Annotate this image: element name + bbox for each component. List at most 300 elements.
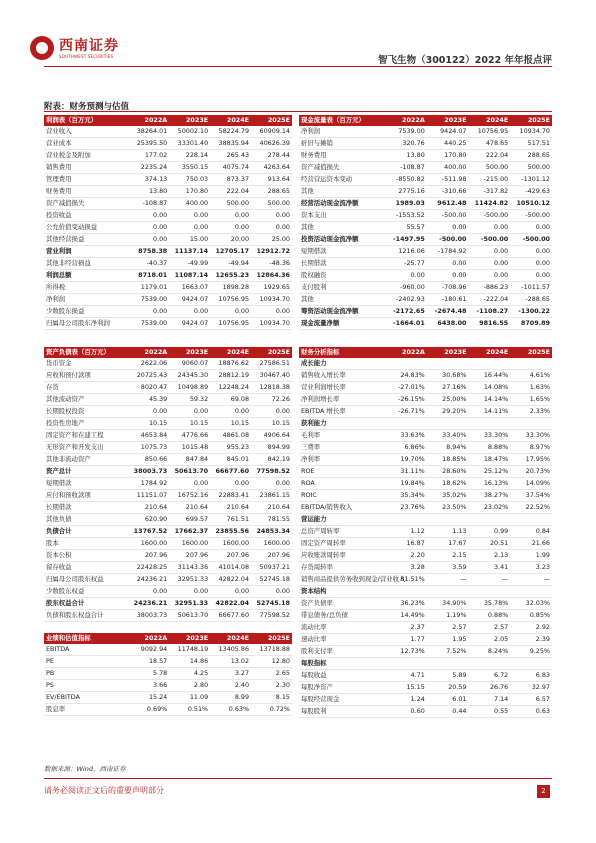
row-value: 3.27 xyxy=(210,668,251,680)
row-value: 21.66 xyxy=(510,538,552,550)
row-value: 1179.01 xyxy=(128,282,169,294)
table-row xyxy=(299,526,552,538)
row-value xyxy=(427,586,469,598)
row-label: 应收和预付款项 xyxy=(44,370,128,382)
row-value: 517.51 xyxy=(510,138,552,150)
row-value: 2.37 xyxy=(385,622,427,634)
row-value: 4653.84 xyxy=(128,430,169,442)
row-label: 资产负债率 xyxy=(299,598,385,610)
row-label: 公允价值变动损益 xyxy=(44,222,128,234)
row-value: 2622.06 xyxy=(128,358,169,370)
row-label: 资产减值损失 xyxy=(299,162,385,174)
row-label: 投资性房地产 xyxy=(44,418,128,430)
row-value: 0.51% xyxy=(169,704,210,716)
row-value: 0.00 xyxy=(128,586,169,598)
table-row xyxy=(44,394,292,406)
table-row xyxy=(44,382,292,394)
row-value: 222.04 xyxy=(469,150,511,162)
row-label: 固定资产和在建工程 xyxy=(44,430,128,442)
row-value: 0.00 xyxy=(169,586,210,598)
row-value: 1075.73 xyxy=(128,442,169,454)
row-value: -25.77 xyxy=(385,258,427,270)
row-value: 0.00 xyxy=(469,270,511,282)
row-value: -500.00 xyxy=(510,234,552,246)
table-row xyxy=(299,318,552,330)
logo-name-en: SOUTHWEST SECURITIES xyxy=(59,53,114,59)
row-value: 1.77 xyxy=(385,634,427,646)
row-label: 资本公积 xyxy=(44,550,128,562)
row-value: 0.00 xyxy=(469,246,511,258)
row-value: -1664.01 xyxy=(385,318,427,330)
row-value: -40.37 xyxy=(128,258,169,270)
row-value: 1.19% xyxy=(427,610,469,622)
row-value: -2402.93 xyxy=(385,294,427,306)
table-row xyxy=(299,382,552,394)
row-value: 7.52% xyxy=(427,646,469,658)
row-value: -1553.52 xyxy=(385,210,427,222)
row-value: 0.55 xyxy=(469,706,511,718)
table-title: 利润表（百万元） xyxy=(44,115,128,126)
table-row xyxy=(299,138,552,150)
row-value: -1784.92 xyxy=(427,246,469,258)
row-value: 761.51 xyxy=(210,514,251,526)
report-title: 智飞生物（300122）2022 年年报点评 xyxy=(378,55,552,66)
row-value: 8718.01 xyxy=(128,270,169,282)
row-value: 38835.94 xyxy=(210,138,251,150)
row-value: 11.09 xyxy=(169,692,210,704)
table-row xyxy=(44,150,292,162)
table-title: 财务分析指标 xyxy=(299,347,385,358)
row-value: -708.96 xyxy=(427,282,469,294)
row-label: ROE xyxy=(299,466,385,478)
year-header: 2022A xyxy=(385,347,427,358)
row-label: 每股股利 xyxy=(299,706,385,718)
row-label: EV/EBITDA xyxy=(44,692,128,704)
row-label: 存货 xyxy=(44,382,128,394)
row-value: 7539.00 xyxy=(128,294,169,306)
row-value xyxy=(469,514,511,526)
row-value: 41014.08 xyxy=(210,562,251,574)
row-value: 1.65% xyxy=(510,394,552,406)
row-value: 28.60% xyxy=(427,466,469,478)
row-value: 0.85% xyxy=(510,610,552,622)
row-value: -500.00 xyxy=(510,210,552,222)
row-label: 股本 xyxy=(44,538,128,550)
row-label: PB xyxy=(44,668,128,680)
row-label: 营业收入 xyxy=(44,126,128,138)
row-value xyxy=(510,514,552,526)
table-row xyxy=(44,656,292,668)
table-row xyxy=(299,466,552,478)
row-value: 500.00 xyxy=(469,162,511,174)
row-value: 2.57 xyxy=(427,622,469,634)
row-value xyxy=(469,586,511,598)
row-value: -500.00 xyxy=(427,210,469,222)
row-value xyxy=(510,418,552,430)
table-row xyxy=(299,210,552,222)
year-header: 2025E xyxy=(251,347,292,358)
footer-divider xyxy=(44,778,552,779)
row-label: 其他非流动资产 xyxy=(44,454,128,466)
table-row xyxy=(44,282,292,294)
row-value: 23.50% xyxy=(427,502,469,514)
row-label: 营业利润 xyxy=(44,246,128,258)
row-value: 5.78 xyxy=(128,668,169,680)
row-value: 1784.92 xyxy=(128,478,169,490)
table-row xyxy=(299,222,552,234)
row-value: 13.80 xyxy=(385,150,427,162)
table-row xyxy=(44,526,292,538)
row-label: PE xyxy=(44,656,128,668)
table-row xyxy=(44,370,292,382)
row-value: -108.87 xyxy=(128,198,169,210)
row-value: 2.57 xyxy=(469,622,511,634)
table-title: 业绩和估值指标 xyxy=(44,633,128,644)
row-value: 2.39 xyxy=(510,634,552,646)
year-header: 2023E xyxy=(169,347,210,358)
row-value: -49.99 xyxy=(169,258,210,270)
row-value: 2775.16 xyxy=(385,186,427,198)
row-value: 9092.94 xyxy=(128,644,169,656)
balance-sheet-table xyxy=(44,347,292,622)
row-value: 3.28 xyxy=(385,562,427,574)
row-label: 营业税金及附加 xyxy=(44,150,128,162)
row-value: 16.44% xyxy=(469,370,511,382)
table-row xyxy=(299,162,552,174)
row-value: 27.16% xyxy=(427,382,469,394)
row-value: 45.39 xyxy=(128,394,169,406)
table-row xyxy=(44,598,292,610)
row-value: -429.63 xyxy=(510,186,552,198)
row-value: 24236.21 xyxy=(128,574,169,586)
row-label: 负债和股东权益合计 xyxy=(44,610,128,622)
row-value: 0.00 xyxy=(210,306,251,318)
row-value: 52745.18 xyxy=(251,574,292,586)
row-value: 1600.00 xyxy=(169,538,210,550)
row-value: 207.96 xyxy=(128,550,169,562)
row-label: 短期借款 xyxy=(44,478,128,490)
row-value: 1663.07 xyxy=(169,282,210,294)
row-value: -8550.82 xyxy=(385,174,427,186)
row-value: 34.90% xyxy=(427,598,469,610)
table-row xyxy=(299,562,552,574)
row-value: 2.20 xyxy=(385,550,427,562)
year-header: 2024E xyxy=(210,115,251,126)
row-value: 58224.79 xyxy=(210,126,251,138)
row-value: 3.23 xyxy=(510,562,552,574)
row-value: 0.00 xyxy=(251,210,292,222)
table-row xyxy=(299,126,552,138)
row-value: 7.14 xyxy=(469,694,511,706)
row-label: EBITDA 增长率 xyxy=(299,406,385,418)
row-value: 35.34% xyxy=(385,490,427,502)
row-value: 400.00 xyxy=(427,162,469,174)
row-value: 1.63% xyxy=(510,382,552,394)
row-value: 0.63% xyxy=(210,704,251,716)
row-value: 222.04 xyxy=(210,186,251,198)
table-row xyxy=(299,234,552,246)
row-value: 873.37 xyxy=(210,174,251,186)
table-row xyxy=(44,442,292,454)
row-value: 11748.19 xyxy=(169,644,210,656)
row-label: 速动比率 xyxy=(299,634,385,646)
row-label: ROA xyxy=(299,478,385,490)
row-value: 22428.25 xyxy=(128,562,169,574)
row-label: 获利能力 xyxy=(299,418,385,430)
income-statement-table xyxy=(44,115,292,330)
row-label: 每股经营现金 xyxy=(299,694,385,706)
row-value: 12818.38 xyxy=(251,382,292,394)
row-label: 财务费用 xyxy=(44,186,128,198)
row-label: 带息债务/总负债 xyxy=(299,610,385,622)
row-label: 每股净资产 xyxy=(299,682,385,694)
row-value: 0.00 xyxy=(251,306,292,318)
row-value: 15.24 xyxy=(128,692,169,704)
row-value: 8.94% xyxy=(427,442,469,454)
row-value: 18.85% xyxy=(427,454,469,466)
valuation-table xyxy=(44,633,292,716)
row-value: 35.02% xyxy=(427,490,469,502)
row-value: 10756.95 xyxy=(210,294,251,306)
row-label: 经营营运资本变动 xyxy=(299,174,385,186)
row-value xyxy=(427,514,469,526)
row-value: 6.57 xyxy=(510,694,552,706)
table-row xyxy=(299,150,552,162)
row-value: 0.00 xyxy=(169,478,210,490)
row-value: -26.15% xyxy=(385,394,427,406)
row-value: 6.83 xyxy=(510,670,552,682)
row-value: 1.95 xyxy=(427,634,469,646)
row-value: -215.00 xyxy=(469,174,511,186)
year-header: 2023E xyxy=(169,115,210,126)
row-value xyxy=(469,358,511,370)
table-row xyxy=(44,668,292,680)
table-title: 现金流量表（百万元） xyxy=(299,115,385,126)
row-value: 0.00 xyxy=(169,406,210,418)
row-value xyxy=(385,358,427,370)
row-label: 销售商品提供劳务收到现金/营业收入 xyxy=(299,574,385,586)
row-label: 股权融资 xyxy=(299,270,385,282)
row-value: 23861.15 xyxy=(251,490,292,502)
row-value: 10756.95 xyxy=(210,318,251,330)
table-row xyxy=(299,246,552,258)
table-row xyxy=(299,694,552,706)
row-value xyxy=(510,586,552,598)
table-title: 资产负债表（百万元） xyxy=(44,347,128,358)
row-value: 2.30 xyxy=(251,680,292,692)
row-value: 955.23 xyxy=(210,442,251,454)
footer-disclaimer: 请务必阅读正文后的重要声明部分 xyxy=(44,786,164,795)
row-value xyxy=(469,658,511,670)
row-value: -960.00 xyxy=(385,282,427,294)
table-row xyxy=(44,126,292,138)
row-value: 13.80 xyxy=(128,186,169,198)
row-value: 210.64 xyxy=(251,502,292,514)
row-value: 13718.88 xyxy=(251,644,292,656)
year-header: 2022A xyxy=(128,115,169,126)
row-value: 9060.07 xyxy=(169,358,210,370)
table-row xyxy=(44,562,292,574)
row-value: -2674.48 xyxy=(427,306,469,318)
table-row xyxy=(44,680,292,692)
row-value: 0.00 xyxy=(469,258,511,270)
row-value: 4075.74 xyxy=(210,162,251,174)
table-row xyxy=(299,406,552,418)
row-label: 长期借款 xyxy=(44,502,128,514)
row-value: 10.15 xyxy=(128,418,169,430)
row-value: — xyxy=(510,574,552,586)
row-value: 8020.47 xyxy=(128,382,169,394)
row-value: 500.00 xyxy=(210,198,251,210)
row-value: 0.00 xyxy=(169,210,210,222)
table-row xyxy=(44,270,292,282)
row-label: 短期借款 xyxy=(299,246,385,258)
row-value: 750.03 xyxy=(169,174,210,186)
table-row xyxy=(299,394,552,406)
row-value: 12705.17 xyxy=(210,246,251,258)
row-value: 0.00 xyxy=(427,222,469,234)
row-value: 2.33% xyxy=(510,406,552,418)
row-value: 17.95% xyxy=(510,454,552,466)
row-value: -48.36 xyxy=(251,258,292,270)
financial-ratios-table xyxy=(299,347,552,718)
row-value: 4861.08 xyxy=(210,430,251,442)
row-value: 500.00 xyxy=(510,162,552,174)
row-value: 27586.51 xyxy=(251,358,292,370)
row-value: 50002.10 xyxy=(169,126,210,138)
row-value: 17.67 xyxy=(427,538,469,550)
row-label: 管理费用 xyxy=(44,174,128,186)
row-value: 25.00 xyxy=(251,234,292,246)
row-value: 8.88% xyxy=(469,442,511,454)
row-value: 14.09% xyxy=(510,478,552,490)
table-row xyxy=(299,490,552,502)
row-value: -26.71% xyxy=(385,406,427,418)
row-value: 2.15 xyxy=(427,550,469,562)
row-value: 33.40% xyxy=(427,430,469,442)
row-value: 210.64 xyxy=(210,502,251,514)
row-value: 7539.00 xyxy=(128,318,169,330)
row-value: 1.24 xyxy=(385,694,427,706)
row-value: 1600.00 xyxy=(128,538,169,550)
table-row xyxy=(299,538,552,550)
table-row xyxy=(299,682,552,694)
table-row xyxy=(299,258,552,270)
row-value: 0.00 xyxy=(169,222,210,234)
row-label: 固定资产周转率 xyxy=(299,538,385,550)
row-label: 资产总计 xyxy=(44,466,128,478)
row-value: 1929.65 xyxy=(251,282,292,294)
row-value: 14.11% xyxy=(469,406,511,418)
table-row xyxy=(299,174,552,186)
row-value: 4263.64 xyxy=(251,162,292,174)
row-value: 77598.52 xyxy=(251,466,292,478)
table-row xyxy=(299,186,552,198)
table-row xyxy=(299,610,552,622)
table-row xyxy=(44,692,292,704)
row-value: 699.57 xyxy=(169,514,210,526)
row-value: 42822.04 xyxy=(210,574,251,586)
row-value: 2.13 xyxy=(469,550,511,562)
row-value: 3.41 xyxy=(469,562,511,574)
row-label: 利润总额 xyxy=(44,270,128,282)
row-value: 10934.70 xyxy=(251,318,292,330)
row-value: 50937.21 xyxy=(251,562,292,574)
table-row xyxy=(44,174,292,186)
row-value: 11151.07 xyxy=(128,490,169,502)
table-row xyxy=(299,198,552,210)
table-row xyxy=(44,318,292,330)
row-value xyxy=(510,358,552,370)
row-value: 8758.38 xyxy=(128,246,169,258)
row-value: 6.01 xyxy=(427,694,469,706)
row-value xyxy=(427,418,469,430)
row-value: 13405.86 xyxy=(210,644,251,656)
table-row xyxy=(44,490,292,502)
row-value xyxy=(510,658,552,670)
row-value: 22883.41 xyxy=(210,490,251,502)
row-value: 33.63% xyxy=(385,430,427,442)
row-label: 折旧与摊销 xyxy=(299,138,385,150)
table-row xyxy=(44,222,292,234)
table-row xyxy=(299,502,552,514)
row-value: 33.30% xyxy=(469,430,511,442)
row-value: 0.00 xyxy=(128,222,169,234)
row-value: 0.00 xyxy=(128,234,169,246)
row-value: 13.02 xyxy=(210,656,251,668)
row-label: 资产减值损失 xyxy=(44,198,128,210)
row-value: 320.76 xyxy=(385,138,427,150)
row-value: 33301.40 xyxy=(169,138,210,150)
row-value: 12248.24 xyxy=(210,382,251,394)
row-value: 23855.56 xyxy=(210,526,251,538)
row-label: 货币资金 xyxy=(44,358,128,370)
table-row xyxy=(44,644,292,656)
row-value: 2.05 xyxy=(469,634,511,646)
row-value: 32951.33 xyxy=(169,598,210,610)
row-value xyxy=(427,358,469,370)
row-value: 0.72% xyxy=(251,704,292,716)
row-value: 1600.00 xyxy=(251,538,292,550)
row-value: 14.08% xyxy=(469,382,511,394)
row-value: -108.87 xyxy=(385,162,427,174)
year-header: 2024E xyxy=(210,633,251,644)
table-row xyxy=(44,538,292,550)
row-value: 9424.07 xyxy=(169,318,210,330)
row-label: 其他经营损益 xyxy=(44,234,128,246)
row-value: 24853.34 xyxy=(251,526,292,538)
row-value: 12864.36 xyxy=(251,270,292,282)
year-header: 2024E xyxy=(210,347,251,358)
row-label: 财务费用 xyxy=(299,150,385,162)
row-value: 16752.16 xyxy=(169,490,210,502)
row-value: 4776.66 xyxy=(169,430,210,442)
row-value: 10510.12 xyxy=(510,198,552,210)
row-value: 11424.82 xyxy=(469,198,511,210)
year-header: 2023E xyxy=(427,115,469,126)
table-row xyxy=(44,550,292,562)
table-row xyxy=(44,138,292,150)
year-header: 2023E xyxy=(169,633,210,644)
table-row xyxy=(44,502,292,514)
row-value: 10.15 xyxy=(169,418,210,430)
row-value: -886.23 xyxy=(469,282,511,294)
row-value: 170.80 xyxy=(169,186,210,198)
row-value: 20.59 xyxy=(427,682,469,694)
row-value: 170.80 xyxy=(427,150,469,162)
row-value: 66677.60 xyxy=(210,466,251,478)
row-value: 288.65 xyxy=(510,150,552,162)
